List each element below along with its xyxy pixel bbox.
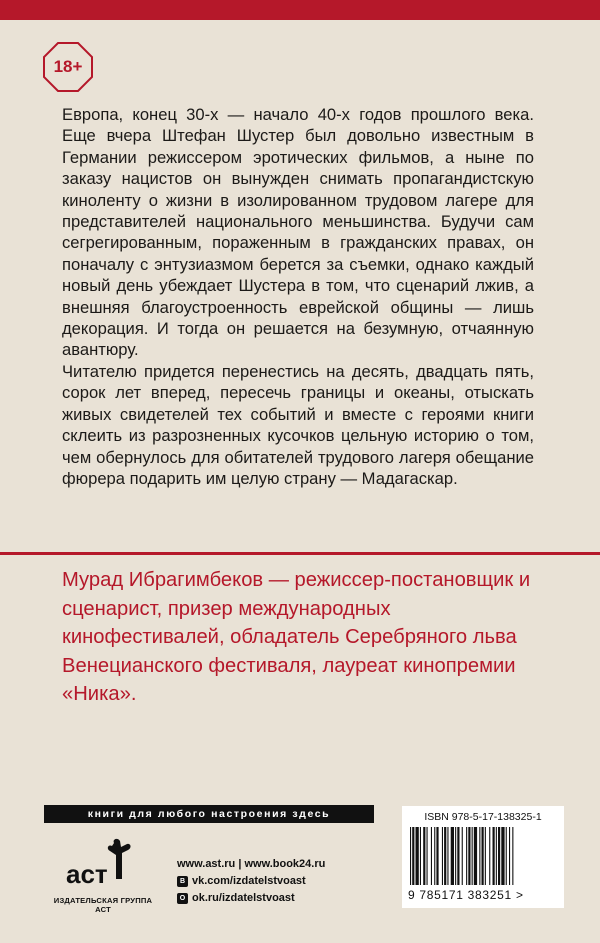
- barcode-bar: [457, 827, 459, 885]
- barcode-bar: [482, 827, 484, 885]
- age-rating-badge: [42, 41, 94, 93]
- websites-link[interactable]: www.ast.ru | www.book24.ru: [177, 858, 326, 870]
- barcode-bar: [416, 827, 419, 885]
- barcode-bar: [474, 827, 477, 885]
- barcode-icon: [410, 827, 556, 887]
- author-bio: Мурад Ибрагимбеков — режиссер-постановщик и сценарист, призер международных кинофестивалей, обладатель Серебряного льва Венецианского фестиваля, лауреат кинопремии «Ника».: [62, 569, 531, 705]
- vk-link-row[interactable]: [177, 873, 325, 890]
- barcode-bar: [506, 827, 507, 885]
- barcode-bar: [434, 827, 435, 885]
- barcode-bar: [420, 827, 421, 885]
- top-red-band: [0, 0, 600, 20]
- blurb-paragraph-2: Читателю придется перенестись на десять, двадцать пять, сорок лет вперед, пересечь границы и океаны, отыскать живых свидетелей тех событий и вместе с героями книги склеить из разрозненных кусочков цельную историю о том, чем обернулось для обитателей трудового лагеря обещание фюрера подарить им целую страну — Мадагаскар.: [62, 361, 534, 488]
- barcode-bar: [444, 827, 446, 885]
- barcode-bar: [468, 827, 470, 885]
- isbn-text: ISBN 978-5-17-138325-1: [424, 811, 542, 823]
- barcode-bar: [485, 827, 486, 885]
- barcode-bar: [489, 827, 490, 885]
- barcode-bar: [455, 827, 456, 885]
- barcode-bar: [498, 827, 500, 885]
- ast-logo-icon: [60, 835, 146, 895]
- red-divider: [0, 552, 600, 555]
- barcode-bar: [466, 827, 467, 885]
- ast-logo-text: аст: [66, 859, 108, 889]
- tagline-bar: книги для любого настроения здесь: [44, 805, 374, 823]
- barcode-bar: [412, 827, 414, 885]
- barcode-bar: [501, 827, 504, 885]
- barcode-bar: [431, 827, 432, 885]
- barcode-bar: [479, 827, 480, 885]
- barcode-bar: [472, 827, 473, 885]
- blurb-paragraph-1: Европа, конец 30-х — начало 40-х годов прошлого века. Еще вчера Штефан Шустер был довольно известным в Германии режиссером эротических фильмов, а ныне по заказу нацистов он вынужден снимать пропагандистскую киноленту о жизни в изолированном трудовом лагере для представителей национального меньшинства. Будучи сам сегрегированным, пораженным в гражданских правах, он поначалу с энтузиазмом берется за съемки, однако каждый новый день убеждает Шустера в том, что сценарий лжив, а внешняя благоустроенность еврейской общины — лишь декорация. И тогда он решается на безумную, отчаянную авантюру.: [62, 105, 534, 360]
- ok-link-row[interactable]: [177, 890, 325, 907]
- ok-icon: О: [177, 893, 188, 904]
- vk-icon: В: [177, 876, 188, 887]
- barcode-digits: 9 785171 383251 >: [408, 888, 524, 902]
- barcode-bar: [442, 827, 443, 885]
- barcode-bar: [493, 827, 495, 885]
- barcode-bar: [462, 827, 463, 885]
- publisher-caption: ИЗДАТЕЛЬСКАЯ ГРУППА АСТ: [53, 896, 153, 914]
- age-rating-text: 18+: [53, 57, 83, 76]
- ok-link[interactable]: ok.ru/izdatelstvoast: [192, 892, 295, 904]
- barcode-box: [402, 806, 564, 908]
- barcode-bar: [423, 827, 425, 885]
- barcode-bar: [451, 827, 454, 885]
- barcode-bar: [447, 827, 448, 885]
- barcode-bar: [410, 827, 411, 885]
- barcode-bar: [496, 827, 497, 885]
- publisher-links: [177, 856, 325, 907]
- barcode-bar: [436, 827, 438, 885]
- book-blurb: [62, 104, 534, 489]
- barcode-bar: [427, 827, 428, 885]
- barcode-bar: [509, 827, 510, 885]
- barcode-bar: [512, 827, 513, 885]
- vk-link[interactable]: vk.com/izdatelstvoast: [192, 875, 306, 887]
